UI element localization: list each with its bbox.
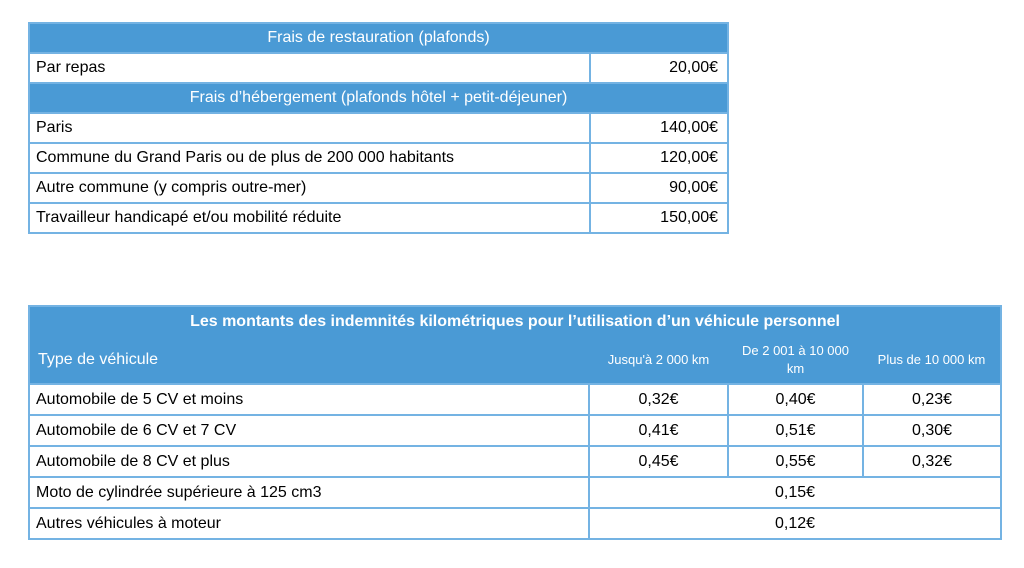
table-row (29, 173, 728, 203)
table-row (29, 384, 1001, 415)
row-label: Automobile de 8 CV et plus (29, 446, 589, 477)
section-header-row (29, 83, 728, 113)
row-value: 0,51€ (728, 415, 863, 446)
row-value-merged: 0,12€ (589, 508, 1001, 539)
table-row (29, 203, 728, 233)
row-label: Autre commune (y compris outre-mer) (29, 173, 590, 203)
row-value: 0,30€ (863, 415, 1001, 446)
table-row (29, 446, 1001, 477)
table-title-row (29, 306, 1001, 337)
row-label: Automobile de 6 CV et 7 CV (29, 415, 589, 446)
row-label: Automobile de 5 CV et moins (29, 384, 589, 415)
row-label: Travailleur handicapé et/ou mobilité réduite (29, 203, 590, 233)
row-label: Autres véhicules à moteur (29, 508, 589, 539)
row-value: 20,00€ (590, 53, 728, 83)
column-header-2001-10000: De 2 001 à 10 000 km (728, 337, 863, 384)
row-value: 0,55€ (728, 446, 863, 477)
row-label: Par repas (29, 53, 590, 83)
column-header-plus-10000: Plus de 10 000 km (863, 337, 1001, 384)
row-label: Moto de cylindrée supérieure à 125 cm3 (29, 477, 589, 508)
column-header-jusqua-2000: Jusqu'à 2 000 km (589, 337, 728, 384)
frais-plafonds-table (28, 22, 729, 234)
row-value-merged: 0,15€ (589, 477, 1001, 508)
row-value: 140,00€ (590, 113, 728, 143)
table-row (29, 508, 1001, 539)
table-row (29, 53, 728, 83)
column-header-type: Type de véhicule (29, 337, 589, 384)
row-value: 90,00€ (590, 173, 728, 203)
row-value: 150,00€ (590, 203, 728, 233)
table-row (29, 415, 1001, 446)
table-row (29, 113, 728, 143)
row-value: 0,23€ (863, 384, 1001, 415)
indemnites-kilometriques-table (28, 305, 1002, 540)
row-label: Commune du Grand Paris ou de plus de 200 000 habitants (29, 143, 590, 173)
table-title: Les montants des indemnités kilométriques pour l’utilisation d’un véhicule personnel (29, 306, 1001, 337)
column-header-row (29, 337, 1001, 384)
row-label: Paris (29, 113, 590, 143)
row-value: 0,40€ (728, 384, 863, 415)
table-row (29, 143, 728, 173)
section-header-restauration: Frais de restauration (plafonds) (29, 23, 728, 53)
row-value: 0,32€ (589, 384, 728, 415)
row-value: 120,00€ (590, 143, 728, 173)
section-header-hebergement: Frais d’hébergement (plafonds hôtel + petit-déjeuner) (29, 83, 728, 113)
row-value: 0,45€ (589, 446, 728, 477)
section-header-row (29, 23, 728, 53)
row-value: 0,32€ (863, 446, 1001, 477)
row-value: 0,41€ (589, 415, 728, 446)
table-row (29, 477, 1001, 508)
